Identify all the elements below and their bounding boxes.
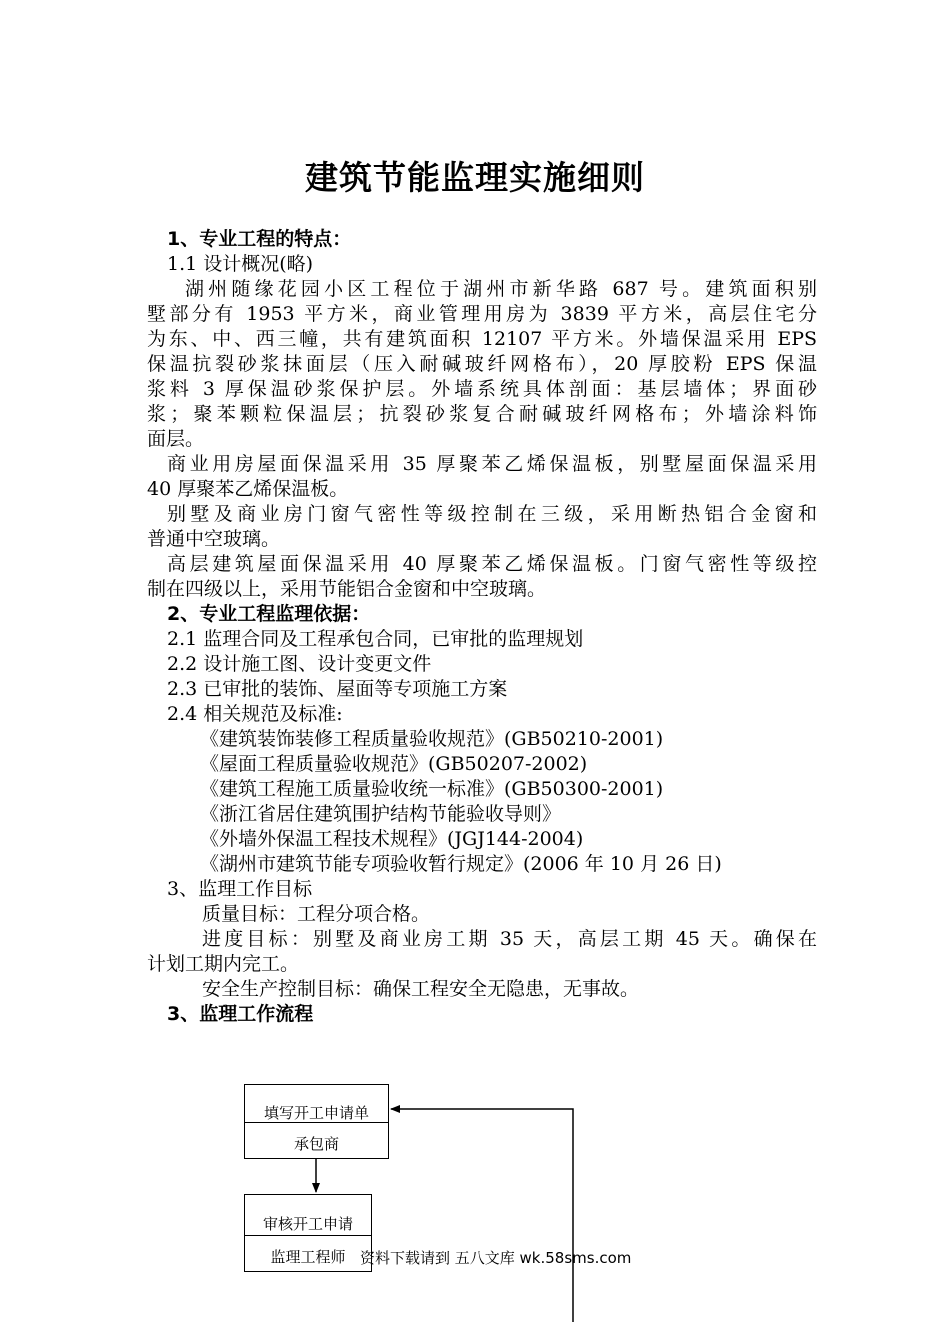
section-3-heading: 3、监理工作目标 [167, 878, 313, 900]
paragraph-line: 浆料 3 厚保温砂浆保护层。外墙系统具体剖面：基层墙体；界面砂 [147, 378, 817, 400]
goal-line: 计划工期内完工。 [147, 953, 300, 975]
standard-item: 《湖州市建筑节能专项验收暂行规定》(2006 年 10 月 26 日) [200, 853, 722, 875]
paragraph-line: 商业用房屋面保温采用 35 厚聚苯乙烯保温板，别墅屋面保温采用 [167, 453, 817, 475]
flow-box-divider [245, 1235, 371, 1236]
standard-item: 《建筑装饰装修工程质量验收规范》(GB50210-2001) [200, 728, 664, 750]
paragraph-line: 浆；聚苯颗粒保温层；抗裂砂浆复合耐碱玻纤网格布；外墙涂料饰 [147, 403, 817, 425]
paragraph-line: 保温抗裂砂浆抹面层（压入耐碱玻纤网格布），20 厚胶粉 EPS 保温 [147, 353, 817, 375]
basis-item: 2.2 设计施工图、设计变更文件 [167, 653, 432, 675]
paragraph-line: 高层建筑屋面保温采用 40 厚聚苯乙烯保温板。门窗气密性等级控 [167, 553, 817, 575]
section-2-heading: 2、专业工程监理依据： [167, 603, 371, 625]
standard-item: 《屋面工程质量验收规范》(GB50207-2002) [200, 753, 588, 775]
goal-line: 进度目标：别墅及商业房工期 35 天，高层工期 45 天。确保在 [202, 928, 817, 950]
feedback-arrow [391, 1109, 573, 1322]
basis-item: 2.1 监理合同及工程承包合同，已审批的监理规划 [167, 628, 584, 650]
standard-item: 《浙江省居住建筑围护结构节能验收导则》 [200, 803, 562, 825]
flow-box-apply-role: 承包商 [293, 1135, 339, 1153]
paragraph-line: 墅部分有 1953 平方米，商业管理用房为 3839 平方米，高层住宅分 [147, 303, 817, 325]
basis-item: 2.3 已审批的装饰、屋面等专项施工方案 [167, 678, 508, 700]
standard-item: 《外墙外保温工程技术规程》(JGJ144-2004) [200, 828, 584, 850]
section-workflow-heading: 3、监理工作流程 [167, 1003, 314, 1025]
paragraph-line: 湖州随缘花园小区工程位于湖州市新华路 687 号。建筑面积别 [185, 278, 817, 300]
subsection-1-1: 1.1 设计概况(略) [167, 253, 314, 275]
flow-box-review [244, 1194, 372, 1272]
flow-box-review-title: 审核开工申请 [262, 1215, 353, 1233]
basis-item: 2.4 相关规范及标准: [167, 703, 343, 725]
flow-box-divider [245, 1122, 388, 1123]
flow-box-apply [244, 1084, 389, 1159]
flow-box-apply-title: 填写开工申请单 [263, 1104, 369, 1122]
paragraph-line: 制在四级以上，采用节能铝合金窗和中空玻璃。 [147, 578, 547, 600]
paragraph-line: 面层。 [147, 428, 205, 450]
paragraph-line: 普通中空玻璃。 [147, 528, 281, 550]
goal-line: 安全生产控制目标：确保工程安全无隐患，无事故。 [202, 978, 640, 1000]
document-title: 建筑节能监理实施细则 [305, 158, 645, 197]
paragraph-line: 别墅及商业房门窗气密性等级控制在三级，采用断热铝合金窗和 [167, 503, 817, 525]
section-1-heading: 1、专业工程的特点： [167, 228, 352, 250]
footer-watermark: 资料下载请到 五八文库 wk.58sms.com [360, 1249, 632, 1267]
standard-item: 《建筑工程施工质量验收统一标准》(GB50300-2001) [200, 778, 664, 800]
paragraph-line: 为东、中、西三幢，共有建筑面积 12107 平方米。外墙保温采用 EPS [147, 328, 817, 350]
flow-box-review-role: 监理工程师 [270, 1248, 346, 1266]
paragraph-line: 40 厚聚苯乙烯保温板。 [147, 478, 349, 500]
goal-line: 质量目标：工程分项合格。 [202, 903, 431, 925]
